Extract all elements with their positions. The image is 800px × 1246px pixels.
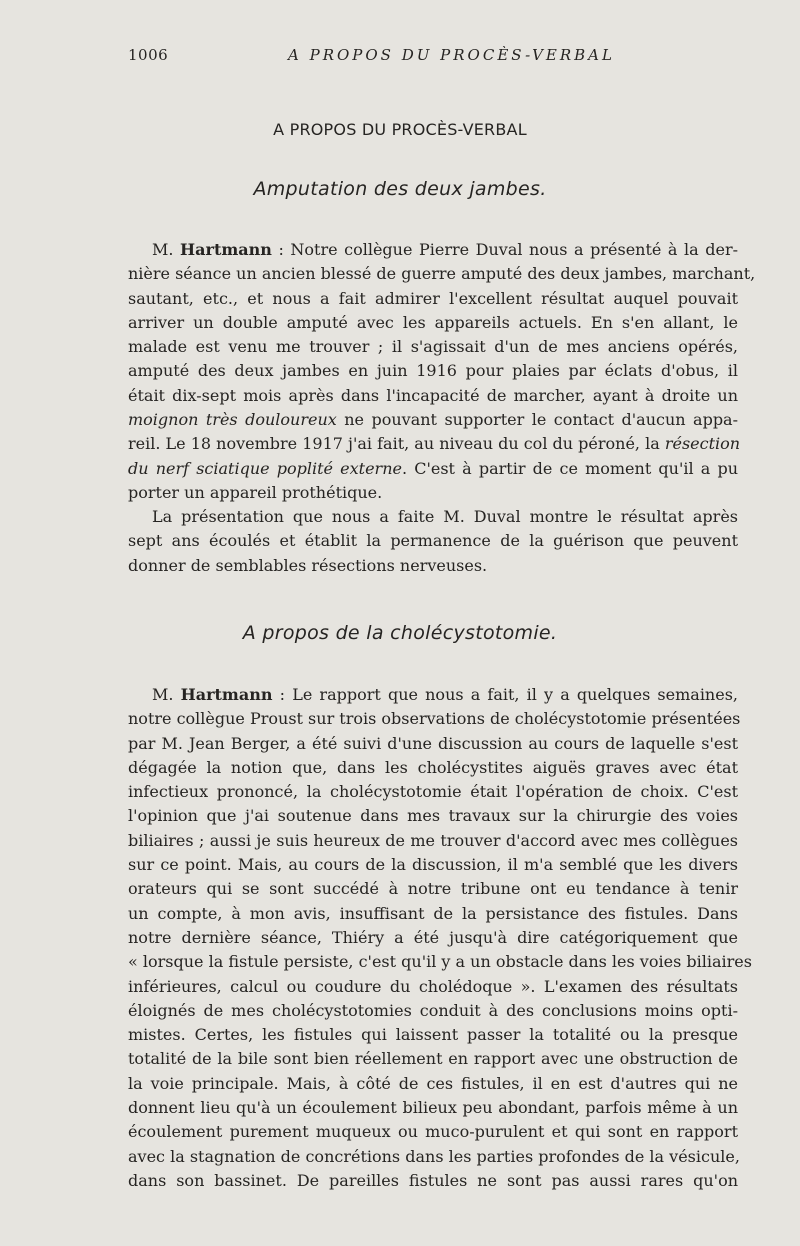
text-line: M. Hartmann : Notre collègue Pierre Duval nous a présenté à la der- <box>152 240 739 259</box>
page-number: 1006 <box>128 46 169 64</box>
article-title-amputation: Amputation des deux jambes. <box>253 178 547 200</box>
text-line: sept ans écoulés et établit la permanence de la guérison que peuvent <box>128 531 738 551</box>
text-line: écoulement purement muqueux ou muco-purulent et qui sont en rapport <box>128 1122 738 1142</box>
text-line: arriver un double amputé avec les appareils actuels. En s'en allant, le <box>128 312 738 332</box>
text-line: biliaires ; aussi je suis heureux de me trouver d'accord avec mes collègues <box>128 830 738 850</box>
text-line: donner de semblables résections nerveuses. <box>128 555 488 575</box>
speaker-name: Hartmann <box>180 685 273 704</box>
text-line: amputé des deux jambes en juin 1916 pour plaies par éclats d'obus, il <box>128 361 738 381</box>
text-line: orateurs qui se sont succédé à notre tribune ont eu tendance à tenir <box>128 879 738 899</box>
article1-paragraph-2 <box>128 505 738 578</box>
running-head: A PROPOS DU PROCÈS-VERBAL <box>288 46 615 64</box>
speaker-name: Hartmann <box>180 240 272 259</box>
text-line: éloignés de mes cholécystotomies conduit à des conclusions moins opti- <box>128 1000 738 1020</box>
text-line: du nerf sciatique poplité externe. C'est à partir de ce moment qu'il a pu <box>128 458 739 478</box>
article2-paragraph-1 <box>128 683 752 1193</box>
text-line: mistes. Certes, les fistules qui laissent passer la totalité ou la presque <box>128 1025 738 1045</box>
text-line: porter un appareil prothétique. <box>128 482 383 502</box>
text-line: sautant, etc., et nous a fait admirer l'excellent résultat auquel pouvait <box>128 288 738 308</box>
text-line: totalité de la bile sont bien réellement en rapport avec une obstruction de <box>128 1049 738 1069</box>
text-line: l'opinion que j'ai soutenue dans mes travaux sur la chirurgie des voies <box>128 806 738 826</box>
text-line: nière séance un ancien blessé de guerre amputé des deux jambes, marchant, <box>128 264 756 284</box>
text-line: était dix-sept mois après dans l'incapacité de marcher, ayant à droite un <box>128 385 738 405</box>
text-line: moignon très douloureux ne pouvant supporter le contact d'aucun appa- <box>128 410 739 430</box>
article1-paragraph-1 <box>128 238 756 505</box>
article-title-cholecystotomie: A propos de la cholécystotomie. <box>242 622 558 644</box>
text-line: donnent lieu qu'à un écoulement bilieux peu abondant, parfois même à un <box>128 1098 738 1118</box>
text-line: reil. Le 18 novembre 1917 j'ai fait, au niveau du col du péroné, la résection <box>128 434 741 454</box>
text-line: la voie principale. Mais, à côté de ces fistules, il en est d'autres qui ne <box>128 1073 738 1093</box>
text-line: M. Hartmann : Le rapport que nous a fait, il y a quelques semaines, <box>152 685 738 704</box>
text-line: inférieures, calcul ou coudure du cholédoque ». L'examen des résultats <box>128 976 738 996</box>
text-line: par M. Jean Berger, a été suivi d'une discussion au cours de laquelle s'est <box>128 733 738 753</box>
text-line: notre collègue Proust sur trois observations de cholécystotomie présentées <box>128 709 741 729</box>
text-line: dégagée la notion que, dans les cholécystites aiguës graves avec état <box>128 757 738 777</box>
text-line: avec la stagnation de concrétions dans les parties profondes de la vésicule, <box>128 1146 740 1166</box>
text-line: notre dernière séance, Thiéry a été jusqu'à dire catégoriquement que <box>128 927 738 947</box>
text-line: un compte, à mon avis, insuffisant de la persistance des fistules. Dans <box>128 903 738 923</box>
text-line: La présentation que nous a faite M. Duval montre le résultat après <box>152 507 738 526</box>
text-line: sur ce point. Mais, au cours de la discussion, il m'a semblé que les divers <box>128 855 738 875</box>
text-line: infectieux prononcé, la cholécystotomie était l'opération de choix. C'est <box>128 782 738 802</box>
text-line: malade est venu me trouver ; il s'agissait d'un de mes anciens opérés, <box>128 337 738 357</box>
text-line: « lorsque la fistule persiste, c'est qu'il y a un obstacle dans les voies biliaires <box>128 952 752 972</box>
section-title: A PROPOS DU PROCÈS-VERBAL <box>273 120 527 139</box>
text-line: dans son bassinet. De pareilles fistules ne sont pas aussi rares qu'on <box>128 1170 738 1190</box>
